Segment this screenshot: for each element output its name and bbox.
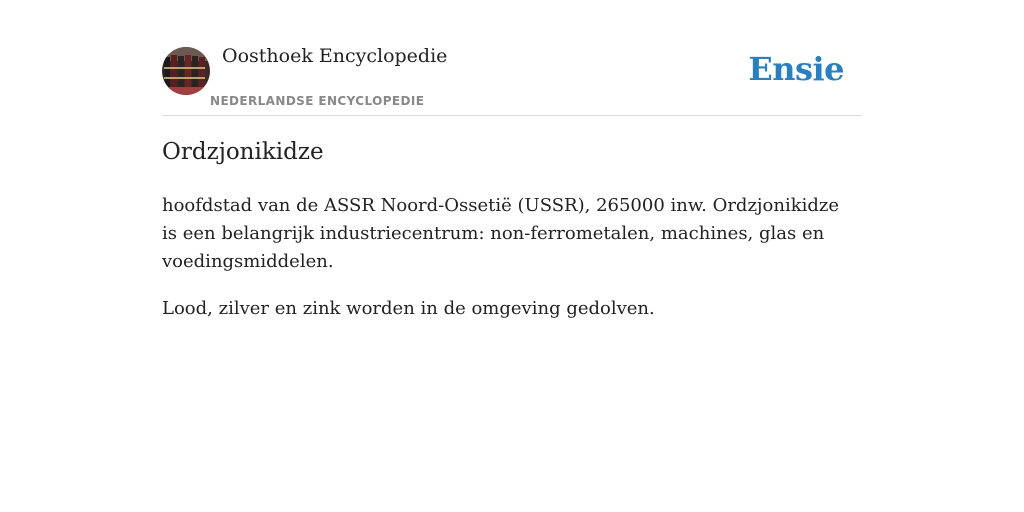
page-container <box>162 0 862 319</box>
article-body <box>162 192 852 342</box>
article-title: Ordzjonikidze <box>162 139 324 165</box>
site-title[interactable]: Oosthoek Encyclopedie <box>222 45 448 67</box>
article-paragraph: Lood, zilver en zink worden in de omgeving gedolven. <box>162 298 655 319</box>
site-subtitle: NEDERLANDSE ENCYCLOPEDIE <box>210 94 425 108</box>
article-paragraph: hoofdstad van de ASSR Noord-Ossetië (USSR), 265000 inw. Ordzjonikidze is een belangrijk industriecentrum: non-ferrometalen, machines, glas en voedingsmiddelen. <box>162 195 840 272</box>
encyclopedia-books-icon[interactable] <box>162 47 210 95</box>
site-header <box>162 0 862 116</box>
brand-logo[interactable]: Ensie <box>748 50 844 88</box>
